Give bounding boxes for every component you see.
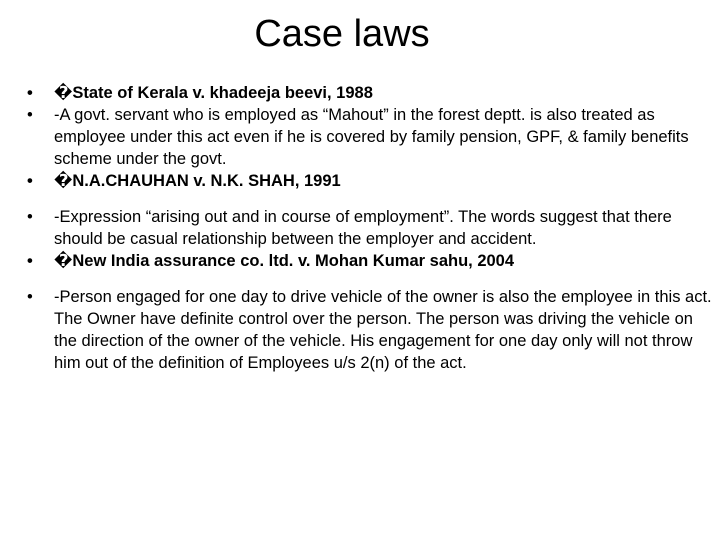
list-item xyxy=(24,170,714,192)
slide-title: Case laws xyxy=(254,13,430,55)
case-description: -Person engaged for one day to drive vehicle of the owner is also the employee in this act. The Owner have definite control over the person. The person was driving the vehicle on the direction of the owner of the vehicle. His engagement for one day only will not throw him out of the definition of Employees u/s 2(n) of the act. xyxy=(54,288,712,372)
case-title: �State of Kerala v. khadeeja beevi, 1988 xyxy=(54,84,373,102)
list-item xyxy=(24,206,714,250)
case-description: -Expression “arising out and in course of employment”. The words suggest that there should be casual relationship between the employer and accident. xyxy=(54,208,672,248)
list-item xyxy=(24,286,714,374)
case-description: -A govt. servant who is employed as “Mahout” in the forest deptt. is also treated as employee under this act even if he is covered by family pension, GPF, & family benefits scheme under the govt. xyxy=(54,106,689,168)
case-title: �N.A.CHAUHAN v. N.K. SHAH, 1991 xyxy=(54,172,341,190)
bullet-list xyxy=(24,82,714,374)
list-item xyxy=(24,104,714,170)
bullet-icon: • xyxy=(27,252,33,270)
case-title: �New India assurance co. ltd. v. Mohan Kumar sahu, 2004 xyxy=(54,252,515,270)
list-item xyxy=(24,82,714,104)
bullet-icon: • xyxy=(27,288,33,306)
bullet-icon: • xyxy=(27,106,33,124)
bullet-icon: • xyxy=(27,208,33,226)
bullet-icon: • xyxy=(27,172,33,190)
list-item xyxy=(24,250,714,272)
bullet-icon: • xyxy=(27,84,33,102)
